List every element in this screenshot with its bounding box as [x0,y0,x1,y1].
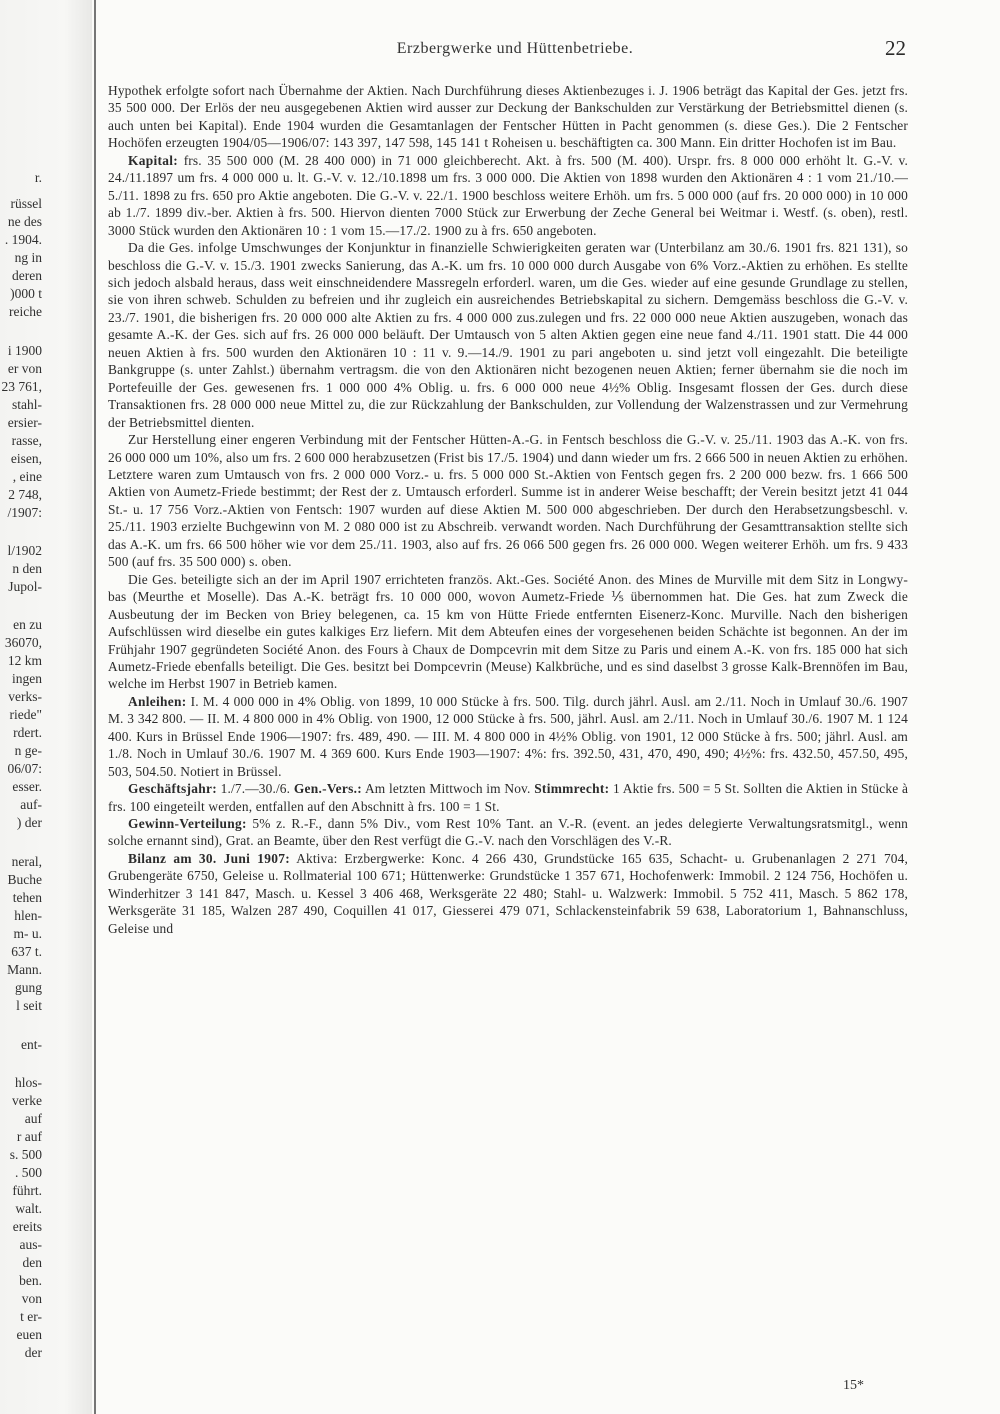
fragment-line: n ge- [14,743,42,758]
fragment-line: l seit [16,998,42,1013]
paragraph-text: 1./7.—30./6. [220,781,291,797]
fragment-line: i 1900 [7,343,42,358]
fragment-line: ne des [7,214,42,229]
paragraph-geschaeftsjahr [108,780,908,815]
fragment-line: hlen- [14,908,42,923]
fragment-line: rasse, [11,433,42,448]
fragment-line: Buche [7,872,42,887]
fragment-line: ) der [16,815,42,830]
fragment-line: reiche [9,304,42,319]
paragraph-gewinn [108,815,908,850]
paragraph-kapital [108,152,908,239]
fragment-line: /1907: [7,505,42,520]
fragment-line: ben. [19,1273,42,1288]
fragment-line: r. [34,170,42,185]
fragment-line: 36070, [4,635,42,650]
section-heading: Kapital: [128,152,179,168]
fragment-line: ent- [21,1037,42,1052]
fragment-line: esser. [12,779,42,794]
paragraph-murville [108,571,908,693]
section-heading: Gewinn-Verteilung: [128,816,247,832]
section-heading: Anleihen: [128,693,187,709]
fragment-line: er von [7,361,42,376]
adjacent-page-fragments [0,0,90,1414]
fragment-line: hlos- [15,1075,42,1090]
fragment-line: Mann. [7,962,42,977]
paragraph-text: Zur Herstellung einer engeren Verbindung mit der Fentscher Hütten-A.-G. in Fentsch beschloss die G.-V. v. 25./11. 1903 das A.-K. von frs. 26 000 000 um 10%, also um frs. 2 600 000 herabzusetzen (Frist bis 17./5. 1904) und dann wieder um frs. 2 666 500 in neuen Aktien zu erhöhen. Letztere waren zum Umtausch von frs. 2 000 000 Vorz.- u. frs. 5 000 000 St.-Aktien von Fentsch gegen frs. 2 200 000 bezw. frs. 1 666 500 Aktien von Aumetz-Friede bestimmt; der Rest der z. Umtausch erforderl. Summe ist in anderer Weise beschafft; der Verein besitzt jetzt 41 044 St.- u. 17 756 Vorz.-Aktien von Fentsch: 1907 wurden auf diese Aktien M. 500 000 abgeschrieben. Der durch den Herabsetzungsbeschl. v. 25./11. 1903 erzielte Buchgewinn von M. 2 080 000 ist zu Abschreib. verwandt worden. Nach Durchführung der Gesamttransaktion stellte sich das A.-K. um frs. 66 500 höher wie vor dem 25./11. 1903, also auf frs. 26 066 500 gegen frs. 26 000 000. Wegen weiterer Erhöh. um frs. 9 433 500 (auf frs. 35 500 000) s. oben. [108,432,908,570]
fragment-line: s. 500 [9,1147,42,1162]
page-number: 22 [885,36,906,60]
fragment-line: . 1904. [4,232,42,247]
paragraph-text: 1 Aktie frs. 500 = 5 St. Sollten die Aktien in Stücke à frs. 100 eingeteilt werden, entfallen auf den Abschnitt à frs. 100 = 1 St. [108,781,909,814]
fragment-line: walt. [15,1201,42,1216]
paragraph-bilanz [108,850,908,937]
section-heading: Gen.-Vers.: [293,781,363,797]
fragment-line: ersier- [7,415,42,430]
paragraph-text: 5% z. R.-F., dann 5% Div., vom Rest 10% Tant. an V.-R. (event. an jedes delegierte Verwaltungsratsmitgl., wenn solche ernannt sind), Grat. an Beamte, über den Rest verfügt die G.-V. nach den Vorschlägen des V.-R. [108,816,909,849]
fragment-line: auf- [20,797,42,812]
paragraph-text: Die Ges. beteiligte sich an der im April 1907 errichteten französ. Akt.-Ges. Société Anon. des Mines de Murville mit dem Sitz in Longwy-bas (Meurthe et Moselle). Das A.-K. beträgt frs. 10 000 000, wovon Aumetz-Friede ⅕ übernommen hat. Die Ges. hat zum Zweck die Ausbeutung der im Becken von Briey belegenen, ca. 15 km von Hütte Friede entfernten Eisenerz-Konc. Murville. Nach den bisherigen Aufschlüssen wird dieselbe ein gutes kalkiges Erz liefern. Mit dem Abteufen eines der vorgesehenen beiden Schächte ist begonnen. An der im Frühjahr 1907 gegründeten Société Anon. des Fours à Chaux de Dompcevrin mit dem Sitze zu Paris und einem A.-K. von frs. 185 000 hat sich Aumetz-Friede ebenfalls beteiligt. Die Ges. besitzt bei Dompcevrin (Meuse) Kalkbrüche, und es sind daselbst 3 grosse Kalk-Brennöfen im Bau, welche im Herbst 1907 in Betrieb kamen. [108,571,908,692]
paragraph-fentsch [108,431,908,571]
fragment-line: en zu [13,617,42,632]
fragment-line: stahl- [12,397,42,412]
paragraph-text: frs. 35 500 000 (M. 28 400 000) in 71 000 gleichberecht. Akt. à frs. 500 (M. 400). Urspr. frs. 8 000 000 erhöht lt. G.-V. v. 24./11.1897 um frs. 4 000 000 u. lt. G.-V. v. 12./10.1898 um frs. 3 000 000. Die Aktien von 1898 wurden den Aktionären 4 : 1 vom 21./10.—5./11. 1898 zu frs. 650 pro Aktie angeboten. Die G.-V. v. 22./1. 1900 beschloss weitere Erhöh. um frs. 5 000 000 (auf frs. 20 000 000) in 10 000 ab 1./7. 1899 div.-ber. Aktien à frs. 500. Hiervon dienten 7000 Stück zur Erwerbung der Zeche General bei Weitmar i. Westf. (s. oben), restl. 3000 Stück wurden den Aktionären 10 : 1 vom 15.—17./2. 1900 zu à frs. 650 angeboten. [108,152,908,238]
fragment-line: neral, [11,854,42,869]
fragment-line: den [22,1255,42,1270]
fragment-line: auf [24,1111,42,1126]
fragment-line: )000 t [10,286,42,301]
fragment-line: gung [15,980,42,995]
paragraph-anleihen [108,693,908,780]
fragment-line: 12 km [7,653,42,668]
fragment-line: eisen, [10,451,42,466]
fragment-line: 06/07: [7,761,42,776]
fragment-line: der [24,1345,42,1360]
fragment-line: . 500 [15,1165,42,1180]
fragment-line: t er- [20,1309,42,1324]
fragment-line: tehen [12,890,42,905]
fragment-line: l/1902 [7,543,42,558]
fragment-line: r auf [16,1129,42,1144]
paragraph-intro [108,82,908,152]
fragment-line: ng in [14,250,42,265]
fragment-line: von [21,1291,42,1306]
fragment-line: ingen [12,671,42,686]
fragment-line: Jupol- [8,579,42,594]
gutter-line [94,0,96,1414]
paragraph-text: Hypothek erfolgte sofort nach Übernahme der Aktien. Nach Durchführung dieses Aktienbezuges i. J. 1906 beträgt das Kapital der Ges. jetzt frs. 35 500 000. Der Erlös der neu ausgegebenen Aktien wird ausser zur Deckung der Bankschulden zur Verstärkung der Betriebsmittel dienen (s. auch unten bei Kapital). Ende 1904 wurden die Gesamtanlagen der Fentscher Hütten in Pacht genommen (s. diese Ges.). Die 2 Fentscher Hochöfen erzeugten 1904/05—1906/07: 143 397, 147 598, 145 141 t Roheisen u. beschäftigten ca. 300 Mann. Ein dritter Hochofen ist im Bau. [108,83,908,151]
fragment-line: führt. [12,1183,42,1198]
fragment-line: rdert. [13,725,42,740]
running-head-title: Erzbergwerke und Hüttenbetriebe. [396,40,634,57]
fragment-line: rüssel [10,196,42,211]
paragraph-text: I. M. 4 000 000 in 4% Oblig. von 1899, 10 000 Stücke à frs. 500. Tilg. durch jährl. Ausl. am 2./11. Noch in Umlauf 30./6. 1907 M. 3 342 800. — II. M. 4 800 000 in 4% Oblig. von 1900, 12 000 Stücke à frs. 500, jährl. Ausl. am 2./11. Noch in Umlauf 30./6. 1907 M. 1 124 400. Kurs in Brüssel Ende 1906—1907: frs. 489, 490. — III. M. 4 800 000 in 4½% Oblig. von 1901, 12 000 Stücke à frs. 500; jährl. Ausl. am 1./8. Noch in Umlauf 30./6. 1907 M. 4 369 600. Kurs Ende 1903—1907: 4%: frs. 392.50, 431, 470, 490, 490; 4½%: frs. 432.50, 457.50, 495, 503, 504.50. Notiert in Brüssel. [108,693,908,779]
section-heading: Bilanz am 30. Juni 1907: [128,850,291,866]
fragment-line: m- u. [13,926,42,941]
running-head [120,30,910,60]
fragment-line: 2 748, [8,487,42,502]
fragment-line: riede" [9,707,42,722]
paragraph-text: Aktiva: Erzbergwerke: Konc. 4 266 430, Grundstücke 165 635, Schacht- u. Grubenanlagen 2 271 704, Grubengeräte 6750, Geleise u. Rollmaterial 100 671; Hüttenwerke: Grundstücke 1 357 671, Hochofenwerk: Immobil. 2 124 756, Hochöfen u. Winderhitzer 3 141 847, Masch. u. Kessel 3 406 468, Werksgeräte 22 480; Stahl- u. Walzwerk: Immobil. 5 752 411, Masch. 5 862 178, Werksgeräte 31 185, Walzen 287 490, Coquillen 41 017, Giesserei 479 071, Schlackensteinfabrik 59 638, Laboratorium 1, Bahnanschluss, Geleise und [108,850,908,936]
fragment-line: 23 761, [1,379,42,394]
main-text-column [108,82,908,937]
fragment-line: aus- [19,1237,42,1252]
paragraph-sanierung [108,239,908,431]
fragment-line: n den [12,561,42,576]
fragment-line: 637 t. [11,944,42,959]
fragment-line: euen [16,1327,42,1342]
section-heading: Geschäftsjahr: [128,781,217,797]
fragment-line: deren [12,268,42,283]
fragment-line: verke [12,1093,42,1108]
section-heading: Stimmrecht: [534,781,610,797]
signature-mark: 15* [843,1378,864,1393]
fragment-line: , eine [12,469,42,484]
fragment-line: ereits [12,1219,42,1234]
paragraph-text: Da die Ges. infolge Umschwunges der Konjunktur in finanzielle Schwierigkeiten geraten war (Unterbilanz am 30./6. 1901 frs. 821 131), so beschloss die G.-V. v. 15./3. 1901 zwecks Sanierung, das A.-K. um frs. 10 000 000 durch Ausgabe von 6% Vorz.-Aktien zu erhöhen. Es stellte sich jedoch alsbald heraus, dass weit einschneidendere Massregeln erforderl. waren, um die Ges. wieder auf eine gesunde Grundlage zu stellen, sie von ihren schweb. Schulden zu befreien und ihr zugleich ein ausreichendes Betriebskapital zu sichern. Demgemäss beschloss die G.-V. v. 23./7. 1901, die bisherigen frs. 20 000 000 alte Aktien zu frs. 4 000 000 zus.zulegen und frs. 22 000 000 neue Aktien auszugeben, wonach das gesamte A.-K. der Ges. sich auf frs. 26 000 000 beläuft. Der Umtausch von 5 alten Aktien gegen eine neue fand 4./11. 1901 statt. Die 44 000 neuen Aktien à frs. 500 wurden den Aktionären 10 : 11 v. 9.—14./9. 1901 zu pari angeboten u. sind jetzt voll eingezahlt. Die beteiligte Bankgruppe (s. unter Zahlst.) übernahm vertragsm. die von den Aktionären nicht bezogenen neuen Aktien; ferner übernahm sie die noch im Portefeuille der Ges. gewesenen frs. 1 000 000 4% Oblig. u. frs. 6 000 000 neue 4½% Oblig. Insgesamt flossen der Ges. durch diese Transaktionen frs. 28 000 000 neue Mittel zu, die zur Rückzahlung der Bankschulden, zur Vollendung der Walzenstrassen und zur Vermehrung der Betriebsmittel dienten. [108,240,908,430]
fragment-line: verks- [8,689,42,704]
paragraph-text: Am letzten Mittwoch im Nov. [364,781,531,797]
